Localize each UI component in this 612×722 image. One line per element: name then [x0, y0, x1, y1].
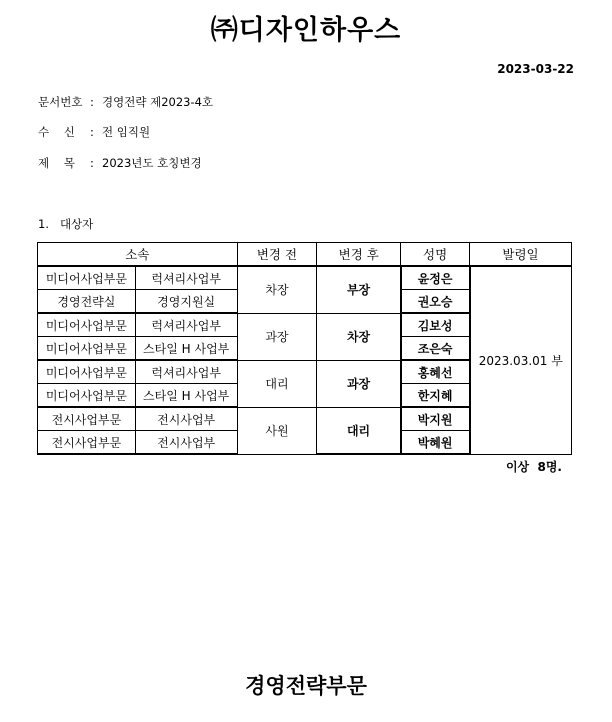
team-cell: 전시사업부 [135, 407, 237, 431]
header-affiliation: 소속 [38, 243, 238, 267]
dept-cell: 미디어사업부문 [38, 266, 136, 290]
personnel-table [37, 242, 572, 455]
document-date: 2023-03-22 [497, 62, 574, 76]
table-header-row [38, 243, 572, 267]
name-cell: 박지원 [401, 407, 470, 431]
before-title-cell: 과장 [237, 313, 317, 360]
colon: : [90, 125, 94, 139]
colon: : [90, 95, 94, 109]
team-cell: 전시사업부 [135, 431, 237, 455]
dept-cell: 전시사업부문 [38, 431, 136, 455]
effective-date-cell: 2023.03.01 부 [470, 266, 572, 454]
after-title-cell: 부장 [317, 266, 401, 313]
dept-cell: 미디어사업부문 [38, 384, 136, 408]
team-cell: 스타일 H 사업부 [135, 384, 237, 408]
name-cell: 조은숙 [401, 337, 470, 361]
header-before: 변경 전 [237, 243, 317, 267]
name-cell: 홍혜선 [401, 360, 470, 384]
section-title: 1. 대상자 [38, 217, 94, 231]
team-cell: 럭셔리사업부 [135, 360, 237, 384]
subject-label: 제 목 [38, 156, 75, 170]
after-title-cell: 대리 [317, 407, 401, 454]
team-cell: 럭셔리사업부 [135, 266, 237, 290]
name-cell: 박혜원 [401, 431, 470, 455]
header-name: 성명 [401, 243, 470, 267]
dept-cell: 미디어사업부문 [38, 337, 136, 361]
team-cell: 경영지원실 [135, 290, 237, 314]
before-title-cell: 사원 [237, 407, 317, 454]
dept-cell: 미디어사업부문 [38, 360, 136, 384]
recipient-label: 수 신 [38, 125, 75, 139]
total-count: 이상 8명. [505, 460, 562, 474]
issuing-department: 경영전략부문 [245, 674, 367, 698]
name-cell: 권오승 [401, 290, 470, 314]
doc-number-line [38, 94, 213, 110]
table-row [38, 266, 572, 290]
subject-value: 2023년도 호칭변경 [102, 156, 202, 170]
dept-cell: 미디어사업부문 [38, 313, 136, 337]
name-cell: 윤정은 [401, 266, 470, 290]
after-title-cell: 차장 [317, 313, 401, 360]
before-title-cell: 대리 [237, 360, 317, 407]
dept-cell: 경영전략실 [38, 290, 136, 314]
header-effective-date: 발령일 [470, 243, 572, 267]
colon: : [90, 156, 94, 170]
team-cell: 스타일 H 사업부 [135, 337, 237, 361]
recipient-line [38, 124, 150, 140]
dept-cell: 전시사업부문 [38, 407, 136, 431]
company-title: ㈜디자인하우스 [210, 15, 402, 46]
doc-number-value: 경영전략 제2023-4호 [102, 95, 214, 109]
header-after: 변경 후 [317, 243, 401, 267]
after-title-cell: 과장 [317, 360, 401, 407]
recipient-value: 전 임직원 [102, 125, 151, 139]
before-title-cell: 차장 [237, 266, 317, 313]
subject-line [38, 155, 202, 171]
name-cell: 김보성 [401, 313, 470, 337]
name-cell: 한지혜 [401, 384, 470, 408]
team-cell: 럭셔리사업부 [135, 313, 237, 337]
doc-number-label: 문서번호 [38, 95, 83, 109]
